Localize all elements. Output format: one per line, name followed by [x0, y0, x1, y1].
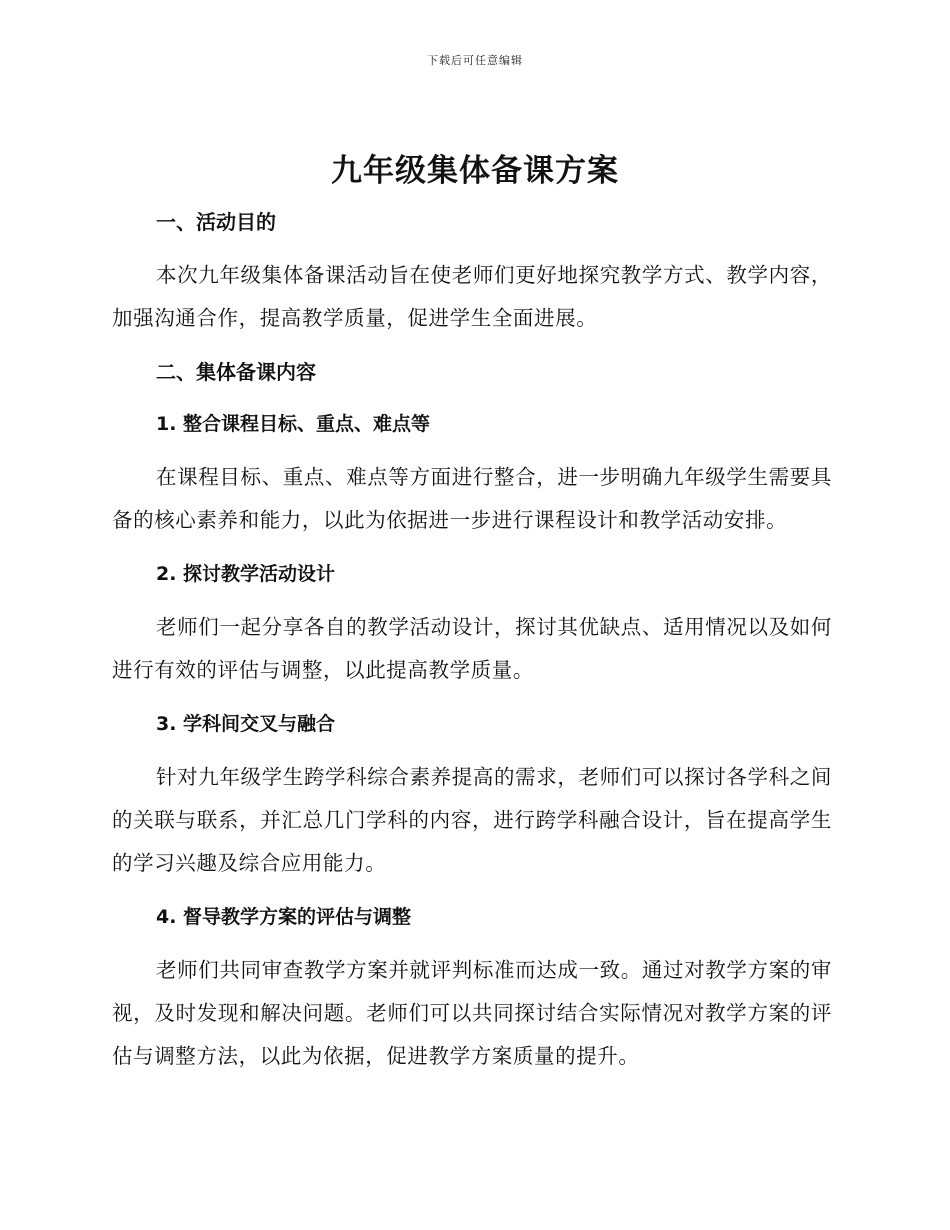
paragraph-integrate-goals: 在课程目标、重点、难点等方面进行整合，进一步明确九年级学生需要具备的核心素养和能力，以此为依据进一步进行课程设计和教学活动安排。 — [112, 465, 832, 532]
paragraph-cross-discipline: 针对九年级学生跨学科综合素养提高的需求，老师们可以探讨各学科之间的关联与联系，并汇总几门学科的内容，进行跨学科融合设计，旨在提高学生的学习兴趣及综合应用能力。 — [112, 765, 832, 875]
header-note: 下载后可任意编辑 — [427, 54, 523, 67]
subheading-integrate-goals: 1. 整合课程目标、重点、难点等 — [156, 413, 431, 435]
paragraph-activity-design: 老师们一起分享各自的教学活动设计，探讨其优缺点、适用情况以及如何进行有效的评估与调整，以此提高教学质量。 — [112, 615, 832, 682]
document-body — [112, 196, 832, 1084]
paragraph-purpose: 本次九年级集体备课活动旨在使老师们更好地探究教学方式、教学内容，加强沟通合作，提高教学质量，促进学生全面进展。 — [112, 263, 832, 330]
subheading-cross-discipline: 3. 学科间交叉与融合 — [156, 713, 336, 735]
paragraph-plan-evaluation: 老师们共同审查教学方案并就评判标准而达成一致。通过对教学方案的审视，及时发现和解决问题。老师们可以共同探讨结合实际情况对教学方案的评估与调整方法，以此为依据，促进教学方案质量的提升。 — [112, 958, 832, 1068]
subheading-activity-design: 2. 探讨教学活动设计 — [156, 563, 336, 585]
section-heading-content: 二、集体备课内容 — [156, 360, 316, 384]
section-heading-purpose: 一、活动目的 — [156, 210, 276, 234]
document-title: 九年级集体备课方案 — [331, 153, 619, 189]
subheading-plan-evaluation: 4. 督导教学方案的评估与调整 — [156, 906, 412, 928]
